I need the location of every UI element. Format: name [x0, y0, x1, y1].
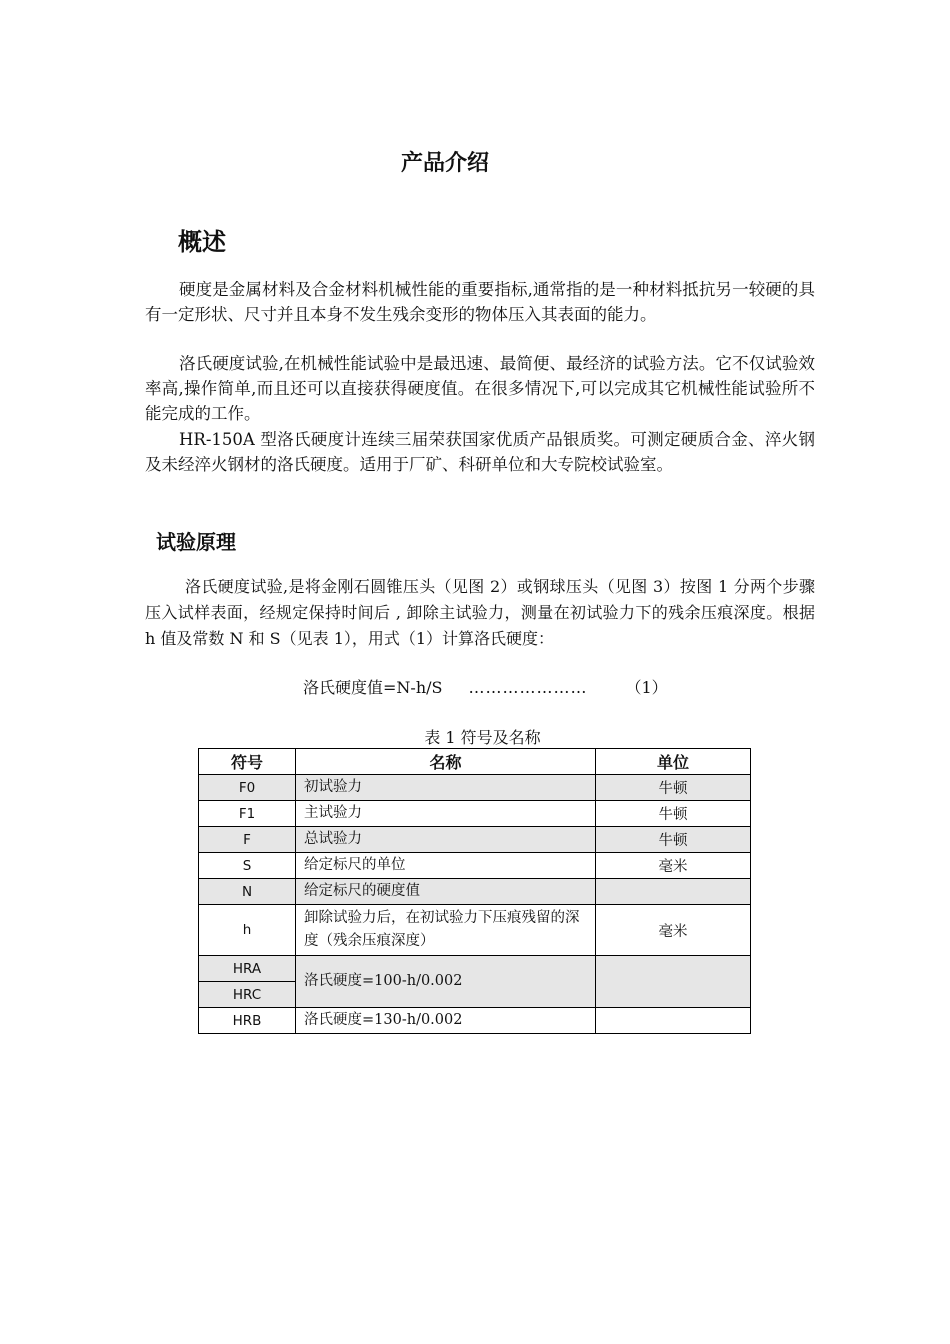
cell-symbol: HRC: [199, 982, 296, 1008]
cell-name: 洛氏硬度=100-h/0.002: [296, 956, 596, 1008]
cell-unit: 牛顿: [596, 801, 751, 827]
cell-symbol: F1: [199, 801, 296, 827]
header-name: 名称: [296, 749, 596, 775]
table-row: [199, 905, 751, 956]
formula: [303, 675, 668, 698]
table-row: [199, 853, 751, 879]
cell-unit: 牛顿: [596, 775, 751, 801]
table-row: [199, 827, 751, 853]
cell-symbol: HRA: [199, 956, 296, 982]
cell-unit: [596, 1008, 751, 1034]
principle-paragraph: 洛氏硬度试验,是将金刚石圆锥压头（见图 2）或钢球压头（见图 3）按图 1 分两个步骤压入试样表面，经规定保持时间后 , 卸除主试验力，测量在初试验力下的残余压痕深度。根据 h 值及常数 N 和 S（见表 1），用式（1）计算洛氏硬度：: [145, 577, 815, 648]
cell-symbol: F: [199, 827, 296, 853]
cell-name: 卸除试验力后，在初试验力下压痕残留的深度（残余压痕深度）: [296, 905, 596, 956]
overview-heading: 概述: [178, 228, 226, 256]
symbols-table: [198, 748, 751, 1034]
cell-name: 洛氏硬度=130-h/0.002: [296, 1008, 596, 1034]
table-row: [199, 801, 751, 827]
cell-symbol: N: [199, 879, 296, 905]
header-symbol: 符号: [199, 749, 296, 775]
cell-symbol: F0: [199, 775, 296, 801]
formula-number: （1）: [625, 678, 668, 697]
table-row: [199, 1008, 751, 1034]
cell-symbol: h: [199, 905, 296, 956]
cell-name: 总试验力: [296, 827, 596, 853]
cell-unit: 毫米: [596, 853, 751, 879]
table-caption: 表 1 符号及名称: [424, 728, 541, 747]
page-title: 产品介绍: [400, 151, 489, 176]
cell-unit: [596, 956, 751, 1008]
table-row: [199, 956, 751, 982]
cell-name: 主试验力: [296, 801, 596, 827]
cell-unit: [596, 879, 751, 905]
cell-name: 给定标尺的硬度值: [296, 879, 596, 905]
overview-paragraph-1: 硬度是金属材料及合金材料机械性能的重要指标,通常指的是一种材料抵抗另一较硬的具有一定形状、尺寸并且本身不发生残余变形的物体压入其表面的能力。: [145, 280, 815, 324]
overview-paragraph-3: HR-150A 型洛氏硬度计连续三届荣获国家优质产品银质奖。可测定硬质合金、淬火钢及未经淬火钢材的洛氏硬度。适用于厂矿、科研单位和大专院校试验室。: [145, 430, 815, 474]
cell-name: 初试验力: [296, 775, 596, 801]
cell-unit: 牛顿: [596, 827, 751, 853]
principle-heading: 试验原理: [156, 530, 236, 554]
table-row: [199, 775, 751, 801]
cell-symbol: HRB: [199, 1008, 296, 1034]
header-unit: 单位: [596, 749, 751, 775]
table-header-row: [199, 749, 751, 775]
cell-name: 给定标尺的单位: [296, 853, 596, 879]
overview-paragraph-2: 洛氏硬度试验,在机械性能试验中是最迅速、最简便、最经济的试验方法。它不仅试验效率高,操作简单,而且还可以直接获得硬度值。在很多情况下,可以完成其它机械性能试验所不能完成的工作。: [145, 354, 815, 423]
cell-symbol: S: [199, 853, 296, 879]
table-row: [199, 879, 751, 905]
formula-expression: 洛氏硬度值=N-h/S: [303, 678, 443, 697]
formula-leader-dots: …………………: [468, 678, 588, 697]
cell-unit: 毫米: [596, 905, 751, 956]
